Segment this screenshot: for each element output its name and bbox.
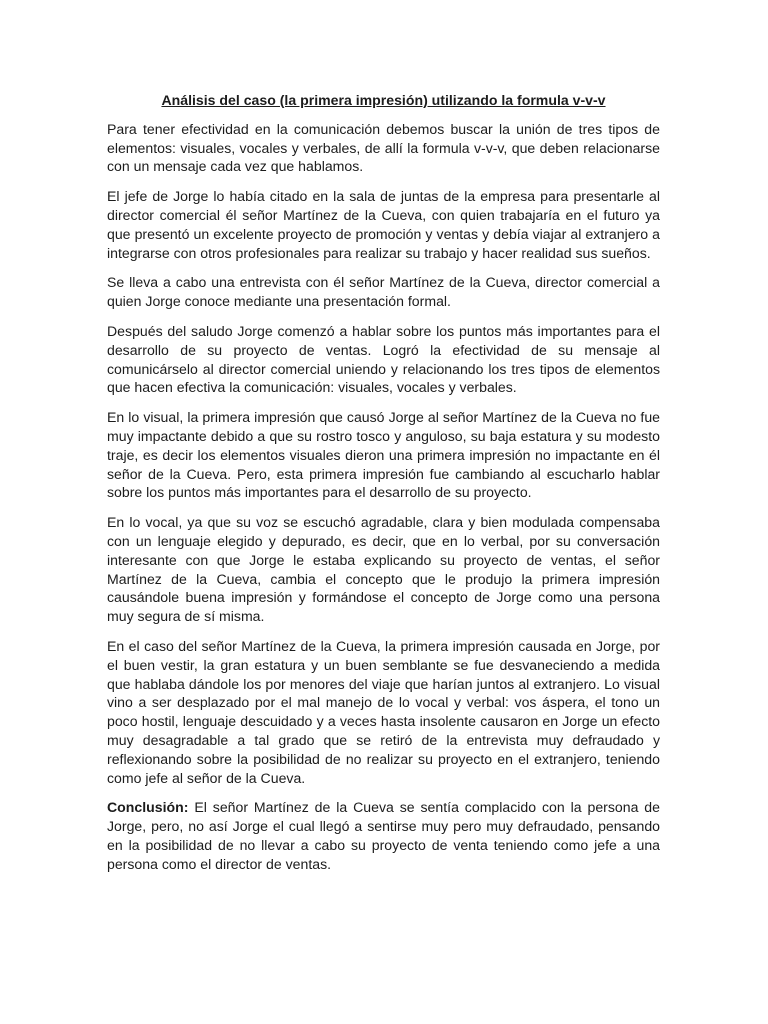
- paragraph: En lo visual, la primera impresión que causó Jorge al señor Martínez de la Cueva no fue muy impactante debido a que su rostro tosco y anguloso, su baja estatura y su modesto traje, es decir los elementos visuales dieron una primera impresión no impactante en él señor de la Cueva. Pero, esta primera impresión fue cambiando al escucharlo hablar sobre los puntos más importantes para el desarrollo de su proyecto.: [107, 409, 660, 501]
- conclusion-label: Conclusión:: [107, 799, 189, 816]
- paragraph: Se lleva a cabo una entrevista con él señor Martínez de la Cueva, director comercial a quien Jorge conoce mediante una presentación formal.: [107, 274, 660, 310]
- document-title: Análisis del caso (la primera impresión) utilizando la formula v-v-v: [161, 92, 606, 108]
- paragraph: Para tener efectividad en la comunicación debemos buscar la unión de tres tipos de elementos: visuales, vocales y verbales, de allí la formula v-v-v, que deben relacionarse con un mensaje cada vez que hablamos.: [107, 120, 660, 175]
- paragraph: Después del saludo Jorge comenzó a hablar sobre los puntos más importantes para el desarrollo de su proyecto de ventas. Logró la efectividad de su mensaje al comunicárselo al director comercial uniendo y relacionando los tres tipos de elementos que hacen efectiva la comunicación: visuales, vocales y verbales.: [107, 322, 660, 396]
- paragraph: En el caso del señor Martínez de la Cueva, la primera impresión causada en Jorge, por el buen vestir, la gran estatura y un buen semblante se fue desvaneciendo a medida que hablaba dándole los por menores del viaje que harían juntos al extranjero. Lo visual vino a ser desplazado por el mal manejo de lo vocal y verbal: vos áspera, el tono un poco hostil, lenguaje descuidado y a veces hasta insolente causaron en Jorge un efecto muy desagradable a tal grado que se retiró de la entrevista muy defraudado y reflexionando sobre la posibilidad de no realizar su proyecto en el extranjero, teniendo como jefe al señor de la Cueva.: [107, 637, 660, 786]
- paragraph: En lo vocal, ya que su voz se escuchó agradable, clara y bien modulada compensaba con un lenguaje elegido y depurado, es decir, que en lo verbal, por su conversación interesante con que Jorge le estaba explicando su proyecto de ventas, el señor Martínez de la Cueva, cambia el concepto que le produjo la primera impresión causándole buena impresión y formándose el concepto de Jorge como una persona muy segura de sí misma.: [107, 514, 660, 625]
- paragraph: El jefe de Jorge lo había citado en la sala de juntas de la empresa para presentarle al director comercial él señor Martínez de la Cueva, con quien trabajaría en el futuro ya que presentó un excelente proyecto de promoción y ventas y debía viajar al extranjero a integrarse con otros profesionales para realizar su trabajo y hacer realidad sus sueños.: [107, 188, 660, 261]
- document-body: [107, 91, 660, 884]
- conclusion-paragraph: [107, 798, 660, 873]
- conclusion-text: El señor Martínez de la Cueva se sentía complacido con la persona de Jorge, pero, no así Jorge el cual llegó a sentirse muy pero muy defraudado, pensando en la posibilidad de no llevar a cabo su proyecto de venta teniendo como jefe a una persona como el director de ventas.: [107, 799, 660, 872]
